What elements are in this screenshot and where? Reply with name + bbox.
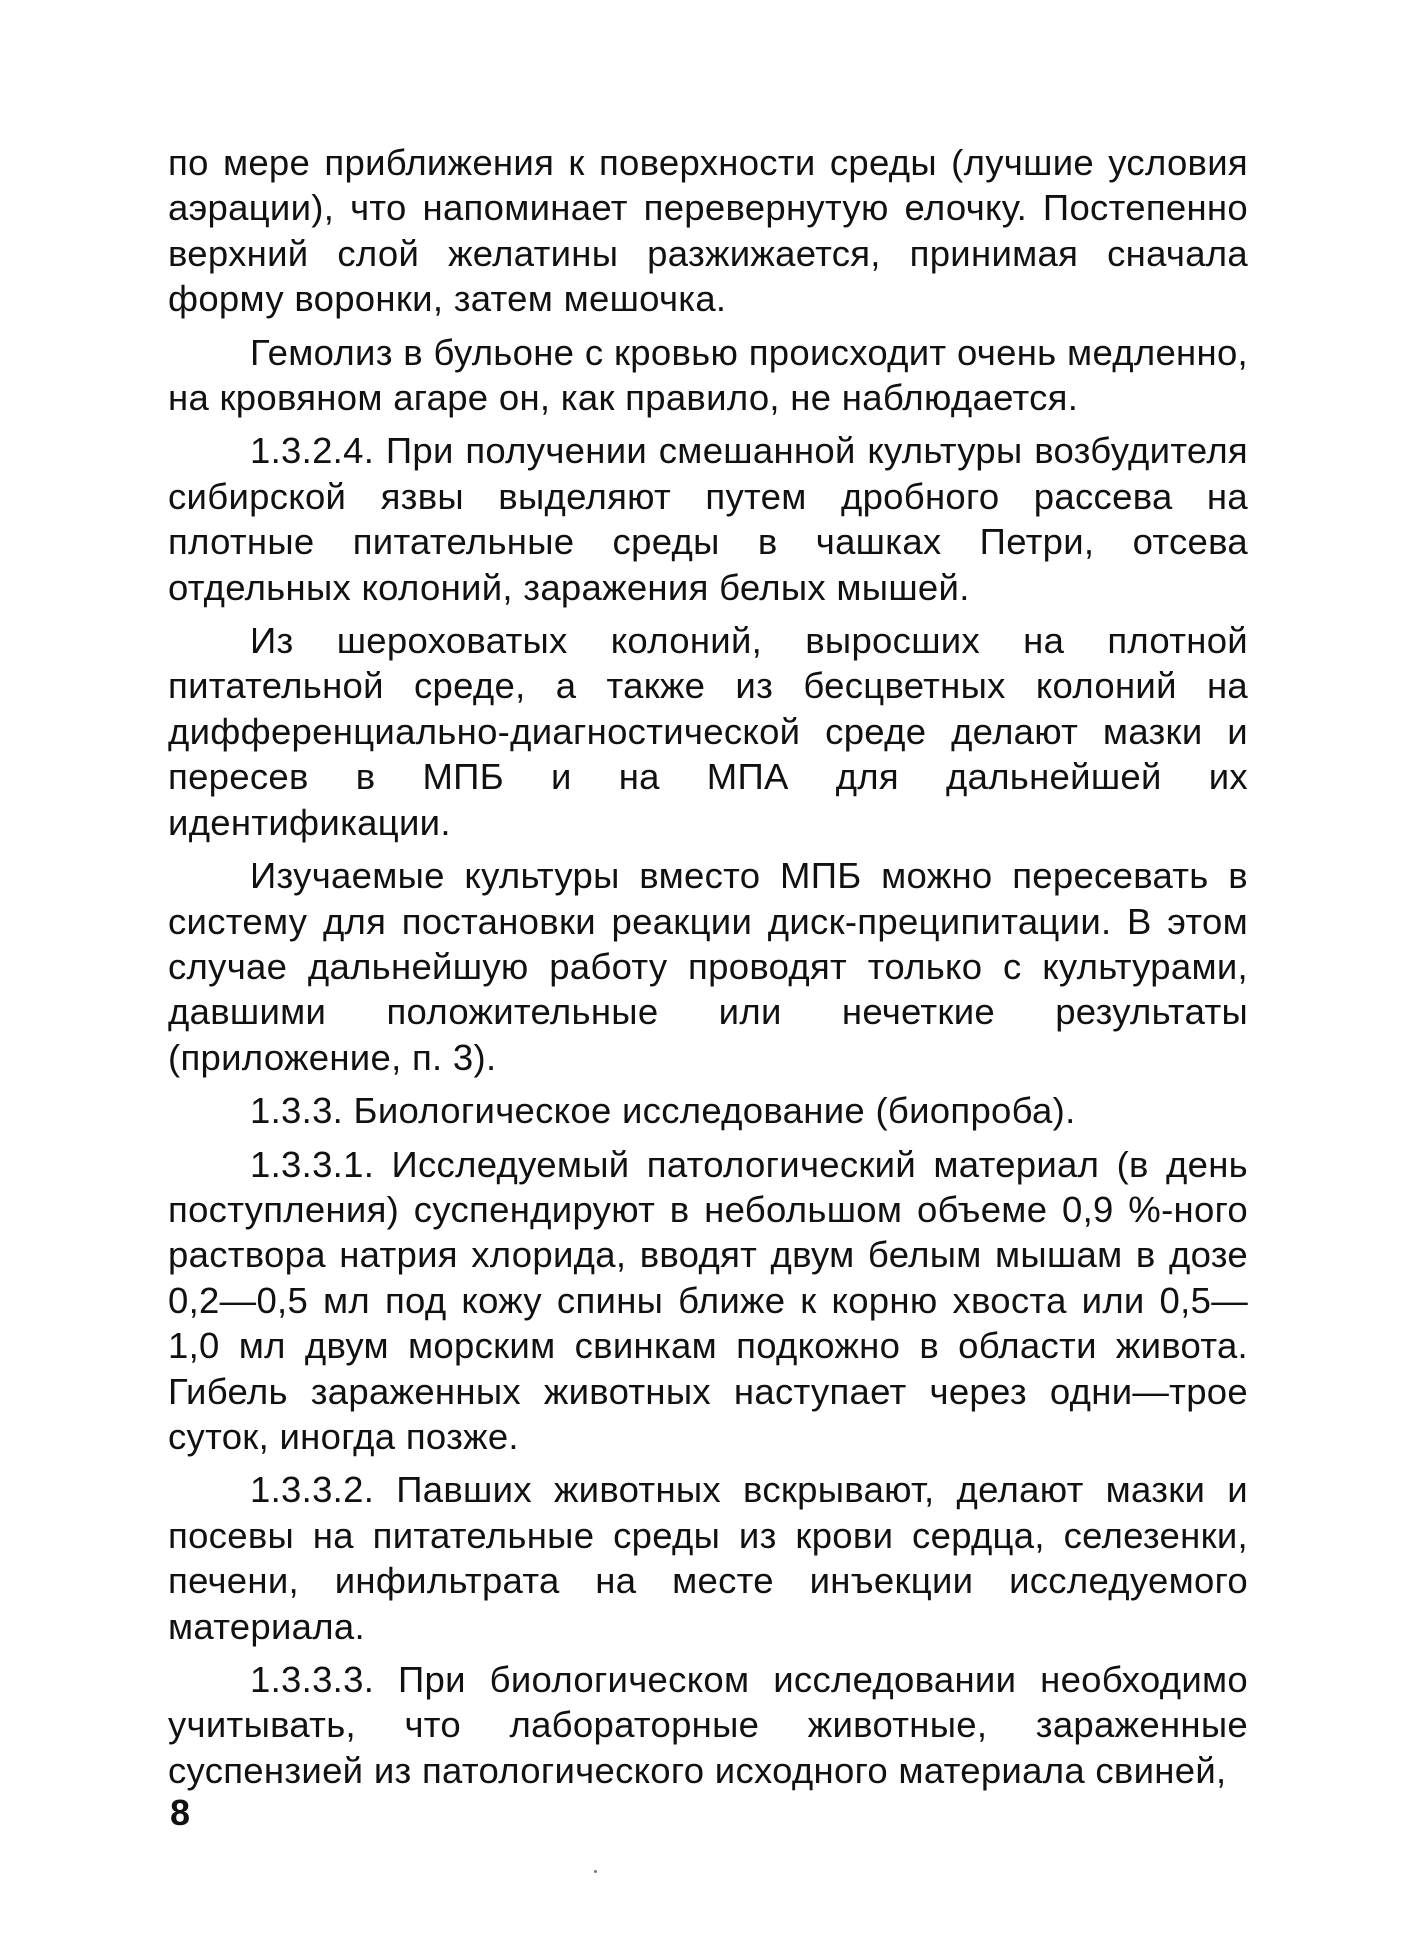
page-number: 8 — [170, 1792, 191, 1833]
paragraph-1-3-2-4: 1.3.2.4. При получении смешанной культуры возбудителя сибирской язвы выделяют путем дробного рассева на плотные питательные среды в чашках Петри, отсева отдельных колоний, заражения белых мышей. — [168, 430, 1248, 608]
paragraph-rough-colonies: Из шероховатых колоний, выросших на плотной питательной среде, а также из бесцветных колоний на дифференциально-диагностической среде делают мазки и пересев в МПБ и на МПА для дальнейшей их идентификации. — [168, 620, 1248, 843]
paragraph-studied-cultures: Изучаемые культуры вместо МПБ можно пересевать в систему для постановки реакции диск-преципитации. В этом случае дальнейшую работу проводят только с культурами, давшими положительные или нечеткие результаты (приложение, п. 3). — [168, 855, 1248, 1078]
scan-speck — [594, 1870, 597, 1873]
paragraph-1-3-3-1: 1.3.3.1. Исследуемый патологический материал (в день поступления) суспендируют в небольшом объеме 0,9 %-ного раствора натрия хлорида, вводят двум белым мышам в дозе 0,2—0,5 мл под кожу спины ближе к корню хвоста или 0,5—1,0 мл двум морским свинкам подкожно в области живота. Гибель зараженных животных наступает через одни—трое суток, иногда позже. — [168, 1143, 1248, 1457]
paragraph-continuation: по мере приближения к поверхности среды (лучшие условия аэрации), что напоминает перевернутую елочку. Постепенно верхний слой желатины разжижается, принимая сначала форму воронки, затем мешочка. — [168, 142, 1248, 320]
section-heading-1-3-3: 1.3.3. Биологическое исследование (биопроба). — [250, 1090, 1076, 1132]
paragraph-1-3-3-3: 1.3.3.3. При биологическом исследовании необходимо учитывать, что лабораторные животные, зараженные суспензией из патологического исходного материала свиней, — [168, 1659, 1248, 1791]
paragraph-hemolysis: Гемолиз в бульоне с кровью происходит очень медленно, на кровяном агаре он, как правило, не наблюдается. — [168, 331, 1248, 419]
page-body — [168, 140, 1248, 1801]
paragraph-1-3-3-2: 1.3.3.2. Павших животных вскрывают, делают мазки и посевы на питательные среды из крови сердца, селезенки, печени, инфильтрата на месте инъекции исследуемого материала. — [168, 1469, 1248, 1647]
